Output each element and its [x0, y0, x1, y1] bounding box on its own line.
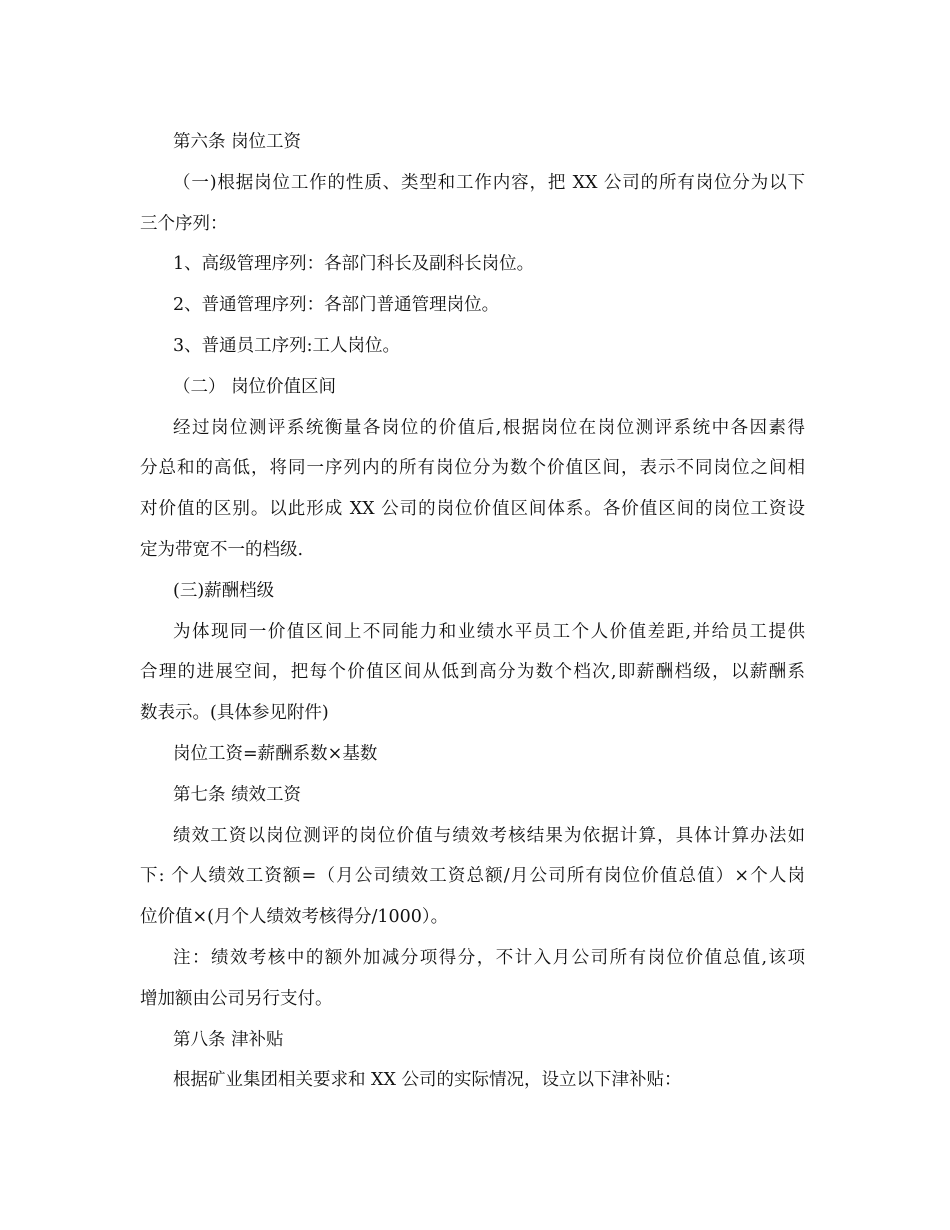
paragraph: [140, 1020, 805, 1061]
paragraph-line: 数表示。(具体参见附件): [140, 703, 329, 724]
paragraph: [140, 734, 805, 775]
paragraph-line: 1、高级管理序列：各部门科长及副科长岗位。: [173, 254, 535, 275]
paragraph-line: 三个序列：: [140, 213, 228, 234]
paragraph: [140, 122, 805, 163]
paragraph-line: 第七条 绩效工资: [173, 784, 302, 805]
paragraph-line: 绩效工资以岗位测评的岗位价值与绩效考核结果为依据计算，具体计算办法如: [173, 825, 805, 846]
paragraph: [140, 1060, 805, 1101]
paragraph: [140, 285, 805, 326]
paragraph: [140, 612, 805, 734]
paragraph: [140, 775, 805, 816]
paragraph-line: 2、普通管理序列：各部门普通管理岗位。: [173, 295, 500, 316]
paragraph: [140, 326, 805, 367]
paragraph: [140, 163, 805, 245]
paragraph-line: 为体现同一价值区间上不同能力和业绩水平员工个人价值差距,并给员工提供: [173, 621, 805, 642]
paragraph-line: 位价值×(月个人绩效考核得分/1000）。: [140, 907, 449, 928]
paragraph-line: 分总和的高低，将同一序列内的所有岗位分为数个价值区间，表示不同岗位之间相: [140, 458, 805, 479]
paragraph-line: 下: 个人绩效工资额=（月公司绩效工资总额/月公司所有岗位价值总值）×个人岗: [140, 866, 805, 887]
paragraph-line: 合理的进展空间，把每个价值区间从低到高分为数个档次,即薪酬档级，以薪酬系: [140, 662, 805, 683]
paragraph-line: 根据矿业集团相关要求和 XX 公司的实际情况，设立以下津补贴：: [173, 1070, 682, 1091]
paragraph-line: 对价值的区别。以此形成 XX 公司的岗位价值区间体系。各价值区间的岗位工资设: [140, 499, 805, 520]
paragraph-line: 第八条 津补贴: [173, 1029, 284, 1050]
paragraph: [140, 408, 805, 571]
paragraph-line: 定为带宽不一的档级.: [140, 539, 304, 560]
paragraph: [140, 938, 805, 1020]
paragraph: [140, 367, 805, 408]
paragraph-line: 增加额由公司另行支付。: [140, 988, 333, 1009]
paragraph-line: 经过岗位测评系统衡量各岗位的价值后,根据岗位在岗位测评系统中各因素得: [173, 417, 805, 438]
paragraph-line: 第六条 岗位工资: [173, 132, 302, 152]
paragraph: [140, 244, 805, 285]
paragraph-line: 岗位工资=薪酬系数×基数: [173, 743, 378, 764]
paragraph-line: 注：绩效考核中的额外加减分项得分，不计入月公司所有岗位价值总值,该项: [173, 947, 805, 968]
paragraph-line: （一)根据岗位工作的性质、类型和工作内容，把 XX 公司的所有岗位分为以下: [173, 172, 805, 193]
paragraph-line: 3、普通员工序列:工人岗位。: [173, 335, 401, 356]
paragraph-line: （二） 岗位价值区间: [173, 376, 337, 397]
paragraph-line: (三)薪酬档级: [173, 580, 275, 601]
paragraph: [140, 816, 805, 938]
document-body: [140, 122, 805, 1101]
paragraph: [140, 571, 805, 612]
